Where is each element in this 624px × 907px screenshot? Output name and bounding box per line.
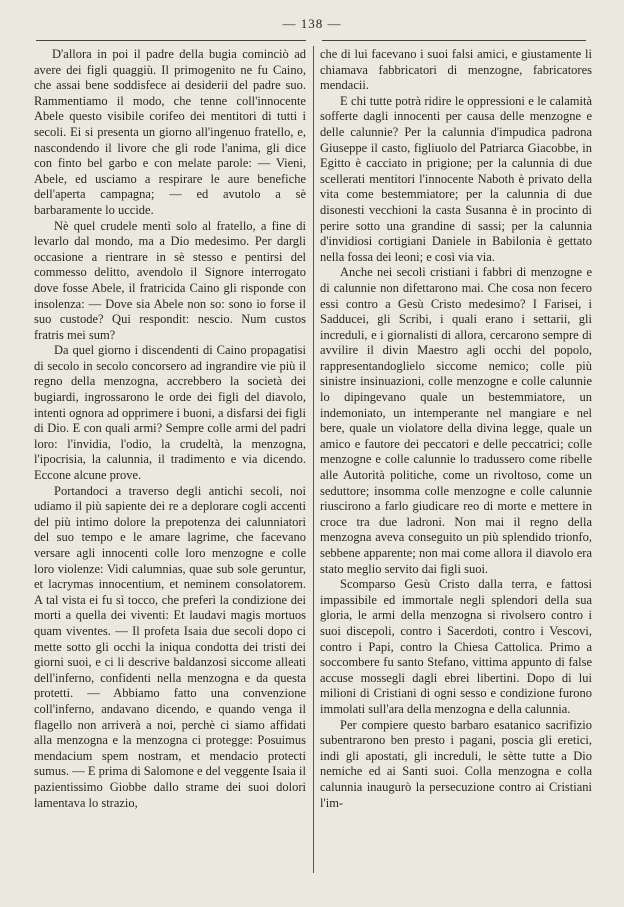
- paragraph: Per compiere questo barbaro esatanico sacrifizio subentrarono ben presto i pagani, poscia gli eretici, indi gli apostati, gli increduli, le sètte tutte a Dio nemiche ed ai Santi suoi. Colla menzogna e colla calunnia inaugurò la persecuzione contro ai Cristiani l'im-: [320, 717, 592, 810]
- paragraph: Anche nei secoli cristiani i fabbri di menzogne e di calunnie non difettarono mai. Che cosa non fecero essi contro a Gesù Cristo medesimo? I Farisei, i Sadducei, gli Scribi, i quali erano i settarii, gli increduli, e i giornalisti di allora, cercarono sempre di avvilire il divin Maestro agli occhi del popolo, rappresentandoglielo siccome nemico; colle più sinistre insinuazioni, colle menzogne e colle calunnie lo dipingevano quale un bestemmiatore, un indemoniato, un intemperante nel mangiare e nel bere, quale un violatore della divina legge, quale un amico e fautore dei peccatori e delle peccatrici; colle menzogne e colle calunnie lo tradussero come ribelle alle Autorità politiche, come un rivoltoso, come un seduttore; insomma colle menzogne e colle calunnie riuscirono a farlo giudicare reo di morte e mettere in croce tra due ladroni. Non mai il regno della menzogna aveva conseguito un più splendido trionfo, sebbene apparente; non mai come allora il diavolo era stato meglio servito dai figli suoi.: [320, 265, 592, 576]
- paragraph: E chi tutte potrà ridire le oppressioni e le calamità sofferte dagli innocenti per causa delle menzogne e delle calunnie? Per la calunnia d'impudica padrona Giuseppe il casto, figliuolo del Patriarca Giacobbe, in Egitto è cacciato in prigione; per la calunnia di due scellerati mentitori l'innocente Naboth è privato della vita come bestemmiatore; per la calunnia di due disonesti vecchioni la casta Susanna è in procinto di perire sotto una grandine di sassi; per la calunnia d'invidiosi cortigiani Daniele in Babilonia è gettato nella fossa dei leoni; e così via via.: [320, 93, 592, 264]
- paragraph: D'allora in poi il padre della bugia cominciò ad avere dei figli quaggiù. Il primogenito ne fu Caino, che assai bene soddisfece ai desiderii del padre suo. Rammentiamo il modo, che tenne coll'innocente Abele questo visibile corifeo dei mentitori di tutti i secoli. Ei si presenta un giorno all'ingenuo fratello, e, nascondendo il livore che gli rode l'anima, gli dice con finto bel garbo e con melate parole: — Vieni, Abele, ed usciamo a respirare le aure benefiche dell'aperta campagna; — ed avutolo a sè barbaramente lo uccide.: [34, 47, 306, 217]
- header-rule-right: [322, 40, 586, 41]
- right-column: [320, 47, 592, 811]
- page-number: — 138 —: [282, 16, 342, 31]
- paragraph: Scomparso Gesù Cristo dalla terra, e fattosi impassibile ed immortale negli splendori della sua gloria, le armi della menzogna si rivolsero contro i suoi discepoli, contro i Sacerdoti, contro i Vescovi, contro i Papi, contro la Chiesa Cattolica. Primo a soccombere fu santo Stefano, vittima appunto di false accuse mossegli dagli ebrei libertini. Dopo di lui milioni di Cristiani di ogni sesso e condizione furono immolati sull'ara della menzogna e della calunnia.: [320, 577, 592, 716]
- paragraph: Da quel giorno i discendenti di Caino propagatisi di secolo in secolo concorsero ad ingrandire vie più il regno della menzogna, accrebbero la società dei bugiardi, ingrossarono le orde dei figli del diavolo, intenti ognora ad opprimere i buoni, a disfarsi dei figli di Dio. E con quali armi? Sempre colle armi del padri loro: l'invidia, l'odio, la crudeltà, la menzogna, l'ipocrisia, la calunnia, il tradimento e via dicendo. Eccone alcune prove.: [34, 343, 306, 483]
- paragraph: Portandoci a traverso degli antichi secoli, noi udiamo il più sapiente dei re a deplorare cogli accenti del più intimo dolore la prepotenza dei calunniatori del suo tempo e le amare lagrime, che facevano versare agli innocenti colle loro menzogne e colle loro violenze: Vidi calumnias, quae sub sole geruntur, et lacrymas innocentium, et neminem consolatorem. A tal vista ei fu sì tocco, che preferì la condizione dei morti a quella dei viventi: Et laudavi magis mortuos quam viventes. — Il profeta Isaia due secoli dopo ci mette sotto gli occhi la iniqua condotta dei tristi dei giorni suoi, e ci li descrive baldanzosi siccome alleati dell'inferno, confidenti nella menzogna e da questa protetti. — Abbiamo fatto una convenzione coll'inferno, andavano dicendo, e quando venga il flagello non arriverà a noi, perchè ci siamo affidati alla menzogna e la menzogna ci protegge: Posuimus mendacium spem nostram, et mendacio protecti sumus. — E prima di Salomone e del veggente Isaia il pazientissimo Giobbe dallo strame dei suoi dolori lamentava lo strazio,: [34, 483, 306, 810]
- header-rule-left: [36, 40, 306, 41]
- column-divider: [313, 46, 314, 873]
- paragraph: che di lui facevano i suoi falsi amici, e giustamente li chiamava fabbricatori di menzogne, fabricatores mendacii.: [320, 47, 592, 93]
- paragraph: Nè quel crudele mentì solo al fratello, a fine di levarlo dal mondo, ma a Dio medesimo. Per dargli occasione a rientrare in sè stesso e pentirsi del commesso delitto, avendolo il Signore interrogato dove fosse Abele, il fratricida Caino gli risponde con insolenza: — Dove sia Abele non so: sono io forse il suo custode? Qui respondit: nescio. Num custos fratris mei sum?: [34, 218, 306, 342]
- left-column: [34, 47, 306, 811]
